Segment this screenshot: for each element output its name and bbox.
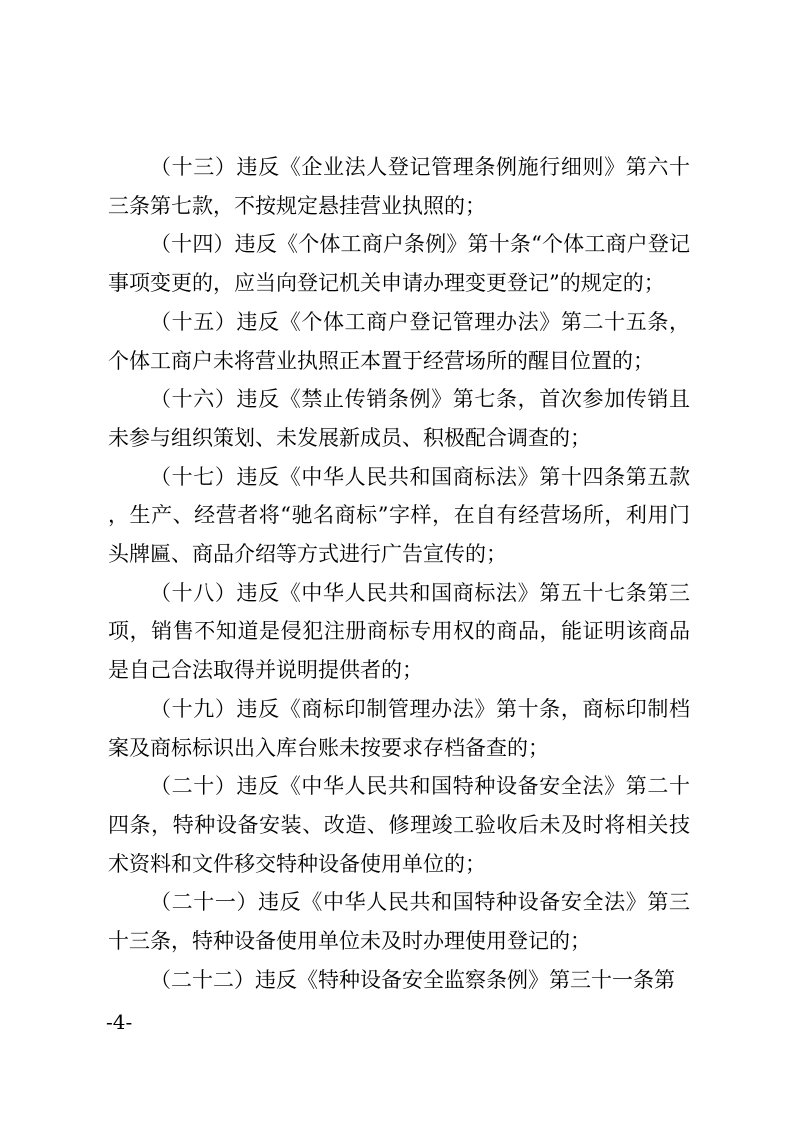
paragraph-item-22: （二十二）违反《特种设备安全监察条例》第三十一条第	[150, 967, 675, 992]
paragraph-item-19: （十九）违反《商标印制管理办法》第十条，商标印制档案及商标标识出入库台账未按要求存档备查的；	[108, 696, 690, 760]
paragraph-item-14: （十四）违反《个体工商户条例》第十条“个体工商户登记事项变更的，应当向登记机关申请办理变更登记”的规定的；	[108, 232, 690, 296]
paragraph-item-21: （二十一）违反《中华人民共和国特种设备安全法》第三十三条，特种设备使用单位未及时办理使用登记的；	[108, 890, 690, 954]
document-body	[108, 148, 690, 999]
paragraph-item-13: （十三）违反《企业法人登记管理条例施行细则》第六十三条第七款，不按规定悬挂营业执照的；	[108, 155, 690, 218]
paragraph-item-15: （十五）违反《个体工商户登记管理办法》第二十五条，个体工商户未将营业执照正本置于经营场所的醒目位置的；	[108, 309, 690, 373]
paragraph-item-16: （十六）违反《禁止传销条例》第七条，首次参加传销且未参与组织策划、未发展新成员、积极配合调查的；	[108, 387, 690, 450]
paragraph-item-18: （十八）违反《中华人民共和国商标法》第五十七条第三项，销售不知道是侵犯注册商标专用权的商品，能证明该商品是自己合法取得并说明提供者的；	[108, 580, 690, 683]
page-number: -4-	[106, 1010, 133, 1034]
paragraph-item-17: （十七）违反《中华人民共和国商标法》第十四条第五款，生产、经营者将“驰名商标”字样，在自有经营场所，利用门头牌匾、商品介绍等方式进行广告宣传的；	[108, 464, 690, 567]
paragraph-item-20: （二十）违反《中华人民共和国特种设备安全法》第二十四条，特种设备安装、改造、修理竣工验收后未及时将相关技术资料和文件移交特种设备使用单位的；	[108, 774, 690, 876]
